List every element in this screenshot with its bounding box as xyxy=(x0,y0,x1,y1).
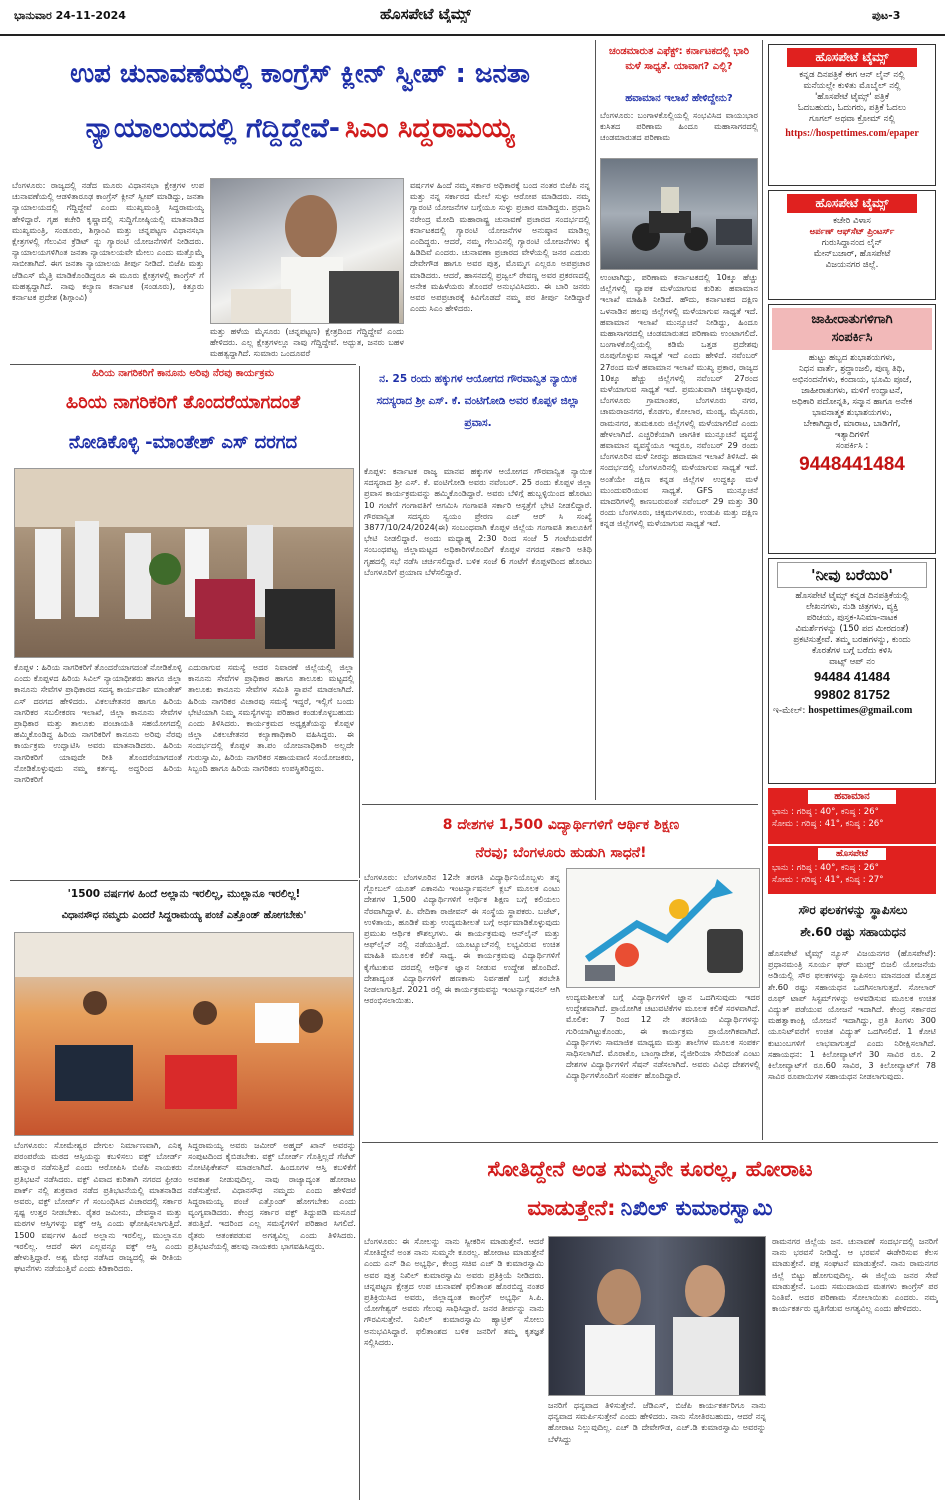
weather-row: ಭಾನು : ಗರಿಷ್ಠ : 40°, ಕನಿಷ್ಠ : 26° xyxy=(772,863,879,873)
sidebar-ad-advertise xyxy=(768,304,936,554)
rain-photo xyxy=(600,158,758,270)
ad-advertise-line: ಭಾವನಾತ್ಮಕ ಶುಭಾಶಯಗಳು, xyxy=(812,408,892,418)
senior-kicker: ಹಿರಿಯ ನಾಗರಿಕರಿಗೆ ಕಾನೂನು ಅರಿವು ನೆರವು ಕಾರ್ಯಕ್ರಮ xyxy=(91,368,275,379)
section-rule xyxy=(362,804,758,805)
edu-col1: ಬೆಂಗಳೂರು: ಬೆಂಗಳೂರಿನ 12ನೇ ತರಗತಿ ವಿದ್ಯಾರ್ಥಿನಿಯೊಬ್ಬಳು ತನ್ನ ಗ್ಲೋಬಲ್ ಯೂತ್ ಎಕಾನಮಿ ಇಂಟರ್ನ್ಯಾಷನಲ್ ಕ್ಲಬ್ ಮೂಲಕ ಎಂಟು ದೇಶಗಳ 1,500 ವಿದ್ಯಾರ್ಥಿಗಳಿಗೆ ಆರ್ಥಿಕ ಶಿಕ್ಷಣ ಬಗ್ಗೆ ಕಲಿಯಲು ನೆರವಾಗಿದ್ದಾಳೆ. ಪಿ. ವೇದಿಕಾ ರಾಜೀವನ್ ಈ ಸಂಸ್ಥೆಯ ಸ್ಥಾಪಕರು. ಬಜೆಟ್, ಉಳಿತಾಯ, ಹೂಡಿಕೆ ಮತ್ತು ಉದ್ಯಮಶೀಲತೆ ಬಗ್ಗೆ ಅರ್ಥಮಾಡಿಕೊಳ್ಳುವುದು ಪ್ರಮುಖ ಆರ್ಥಿಕ ಕೌಶಲ್ಯಗಳು. ಈ ಕಾರ್ಯಕ್ರಮವು ಆನ್‌ಲೈನ್ ಮತ್ತು ಆಫ್‌ಲೈನ್ ನಲ್ಲಿ ನಡೆಯುತ್ತಿದೆ. ಯೂಟ್ಯೂಬ್‌ನಲ್ಲಿ ಲಭ್ಯವಿರುವ ಉಚಿತ ಮಾಹಿತಿ ಮೂಲಕ ಕಲಿಕೆ ಸಾಧ್ಯ. ಈ ಕಾರ್ಯಕ್ರಮವು ವಿದ್ಯಾರ್ಥಿಗಳಿಗೆ ಕೈಗೆಟುಕುವ ದರದಲ್ಲಿ ಆರ್ಥಿಕ ಜ್ಞಾನ ನೀಡುವ ಉದ್ದೇಶ ಹೊಂದಿದೆ. ದೇಶಾದ್ಯಂತ ವಿದ್ಯಾರ್ಥಿಗಳಿಗೆ ಹಣಕಾಸು ನಿರ್ವಹಣೆ ಬಗ್ಗೆ ತರಬೇತಿ ನೀಡಲಾಗುತ್ತಿದೆ. 2021 ರಲ್ಲಿ ಈ ಕಾರ್ಯಕ್ರಮವನ್ನು ಇಂಟರ್ನ್ಯಾಷನಲ್ ಆಗಿ ಆರಂಭಿಸಲಾಯಿತು. xyxy=(364,872,560,1006)
ad-write-line: ವಿಮರ್ಶೆಗಳನ್ನು (150 ಪದ ಮೀರದಂತೆ) xyxy=(795,624,909,634)
nikhil-caption: ಜನರಿಗೆ ಧನ್ಯವಾದ ತಿಳಿಸುತ್ತೇನೆ. ಜೆಡಿಎಸ್, ಬಿಜೆಪಿ ಕಾರ್ಯಕರ್ತರಿಗೂ ನಾನು ಧನ್ಯವಾದ ಸಮರ್ಪಿಸುತ್ತೇನೆ ಎಂದು ಹೇಳಿದರು. ನಾನು ಸೋತಿರಬಹುದು, ಆದರೆ ನನ್ನ ಹೋರಾಟ ನಿಲ್ಲುವುದಿಲ್ಲ. ಎಚ್ ಡಿ ದೇವೇಗೌಡ, ಎಚ್.ಡಿ ಕುಮಾರಸ್ವಾಮಿ ಅವರನ್ನು ಬೆಳೆಸಿದ್ದು xyxy=(548,1400,766,1444)
ad-epaper-title: ಹೊಸಪೇಟೆ ಟೈಮ್ಸ್ xyxy=(787,48,917,67)
lead-headline xyxy=(10,48,590,178)
edu-col2: ಉದ್ಯಮಶೀಲತೆ ಬಗ್ಗೆ ವಿದ್ಯಾರ್ಥಿಗಳಿಗೆ ಜ್ಞಾನ ಒದಗಿಸುವುದು ಇದರ ಉದ್ದೇಶವಾಗಿದೆ. ಪ್ರಾಯೋಗಿಕ ಚಟುವಟಿಕೆಗಳ ಮೂಲಕ ಕಲಿಕೆ ಸರಳವಾಗಿದೆ. ಮೊಲಿಕ: 7 ರಿಂದ 12 ನೇ ತರಗತಿಯ ವಿದ್ಯಾರ್ಥಿಗಳನ್ನು ಗುರಿಯಾಗಿಟ್ಟುಕೊಂಡು, ಈ ಕಾರ್ಯಕ್ರಮ ಪ್ರಾಯೋಗಿಕವಾಗಿದೆ. ವಿದ್ಯಾರ್ಥಿಗಳು ಸಾಮಾಜಿಕ ಮಾಧ್ಯಮ ಮತ್ತು ಶಾಲೆಗಳ ಮೂಲಕ ಸಂಪರ್ಕ ಸಾಧಿಸಲಾಗಿದೆ. ಮೊರಾಕೊ, ಬಾಂಗ್ಲಾದೇಶ, ನೈಜೀರಿಯಾ ಸೇರಿದಂತೆ ಎಂಟು ದೇಶಗಳ ವಿದ್ಯಾರ್ಥಿಗಳಿಗೆ ಸೆಷನ್ ನಡೆಸಲಾಗಿದೆ. ಅವರು ವಿವಿಧ ದೇಶಗಳಲ್ಲಿ ವಿದ್ಯಾರ್ಥಿಗಳೊಂದಿಗೆ ಸಂಪರ್ಕ ಹೊಂದಿದ್ದಾರೆ. xyxy=(566,992,760,1081)
weather-row: ಭಾನು : ಗರಿಷ್ಠ : 40°, ಕನಿಷ್ಠ : 26° xyxy=(772,807,879,817)
waqf-headline-line1: '1500 ವರ್ಷಗಳ ಹಿಂದೆ ಅಲ್ಲಾನು ಇರಲಿಲ್ಲ, ಮುಲ್ಲಾನೂ ಇರಲಿಲ್ಲ! xyxy=(67,888,301,900)
ad-write-email-label: ಇ-ಮೇಲ್: xyxy=(773,706,806,716)
weather-story-lead: ಬೆಂಗಳೂರು: ಬಂಗಾಳಕೊಲ್ಲಿಯಲ್ಲಿ ಸಂಭವಿಸಿದ ವಾಯುಭಾರ ಕುಸಿತದ ಪರಿಣಾಮ ಹಿಂದೂ ಮಹಾಸಾಗರದಲ್ಲಿ ಚಂಡಮಾರುತದ ಪರಿಣಾಮ xyxy=(600,110,758,143)
ad-write-line: ವಾಟ್ಸ್ ಆಪ್ ನಂ xyxy=(829,657,875,667)
lead-col2: ವರ್ಷಗಳ ಹಿಂದೆ ನಮ್ಮ ಸರ್ಕಾರ ಅಧಿಕಾರಕ್ಕೆ ಬಂದ ನಂತರ ಬಿಜೆಪಿ ನನ್ನ ಮತ್ತು ನನ್ನ ಸರ್ಕಾರದ ಮೇಲೆ ಸುಳ್ಳು ಆರೋಪ ಮಾಡಿದರು. ನಮ್ಮ ಗ್ಯಾರಂಟಿ ಯೋಜನೆಗಳ ಬಗ್ಗೆಯೂ ಸುಳ್ಳು ಪ್ರಚಾರ ಮಾಡಿದ್ದರು. ಪ್ರಧಾನಿ ನರೇಂದ್ರ ಮೋದಿ ಮಹಾರಾಷ್ಟ್ರ ಚುನಾವಣೆ ಪ್ರಚಾರದ ಸಂದರ್ಭದಲ್ಲಿ ಕರ್ನಾಟಕದಲ್ಲಿ ಗ್ಯಾರಂಟಿ ಯೋಜನೆಗಳ ಅನುಷ್ಠಾನ ಮಾಡಿಲ್ಲ ಎಂದಿದ್ದರು. ಆದರೆ, ನಮ್ಮ ಗೆಲುವಿನಲ್ಲಿ ಗ್ಯಾರಂಟಿ ಯೋಜನೆಗಳು ಕೈ ಹಿಡಿದಿವೆ ಎಂದರು. ಚುನಾವಣಾ ಪ್ರಚಾರದ ವೇಳೆಯಲ್ಲಿ ಜನರ ಎದುರು ದೇವೇಗೌಡ ಹಾಗೂ ಅವರ ಪುತ್ರ, ಮೊಮ್ಮಗ ಎಲ್ಲರೂ ಅಪಪ್ರಚಾರ ಮಾಡಿದರು. ಆದರೆ, ಹಾಸನದಲ್ಲಿ ಪ್ರಜ್ವಲ್ ರೇವಣ್ಣ ಅವರ ಪ್ರಕರಣದಲ್ಲಿ ಅನೇಕ ಮಹಿಳೆಯರು ತೊಂದರೆ ಅನುಭವಿಸಿದರು. ಈ ಬಾರಿ ಜನರು ಅವರ ಅಪಪ್ರಚಾರಕ್ಕೆ ಕಿವಿಗೊಡದೆ ನಮ್ಮ ಪರ ತೀರ್ಪು ನೀಡಿದ್ದಾರೆ ಎಂದು ಸಿಎಂ ಹೇಳಿದರು. xyxy=(410,180,590,314)
nikhil-headline-line2 xyxy=(362,1188,938,1230)
nikhil-headline-line2b: ನಿಖಿಲ್ ಕುಮಾರಸ್ವಾಮಿ xyxy=(620,1196,773,1220)
edu-illustration xyxy=(566,868,760,988)
column-rule xyxy=(359,366,360,878)
ad-write-line: ಕೊರತೆಗಳ ಬಗ್ಗೆ ಬರೆದು ಕಳಿಸಿ xyxy=(811,646,893,656)
ad-advertise-line: ನಿಧನ ವಾರ್ತೆ, ಶ್ರದ್ಧಾಂಜಲಿ, ಪುಣ್ಯ ತಿಥಿ, xyxy=(799,364,905,374)
lead-photo-caption: ಮತ್ತು ಹಳೆಯ ಮೈಸೂರು (ಚನ್ನಪಟ್ಟಣ) ಕ್ಷೇತ್ರದಿಂದ ಗೆದ್ದಿದ್ದೇವೆ ಎಂದು ಹೇಳಿದರು. ಎಲ್ಲ ಕ್ಷೇತ್ರಗಳಲ್ಲೂ ನಾವು ಗೆದ್ದಿದ್ದೇವೆ. ಅದ್ಭುತ, ಜನರು ಬಹಳ ಮಹತ್ವದ್ದಾಗಿದೆ. ಸುಮಾರು ಒಂದೂವರೆ xyxy=(210,326,404,359)
ad-epaper-line: ಓದಬಹುದು, ಓದುಗರು, ಪತ್ರಿಕೆ ಓದಲು xyxy=(797,103,907,113)
cm-photo xyxy=(210,178,404,324)
senior-headline-line2: ನೋಡಿಕೊಳ್ಳಿ -ಮಾಂತೇಶ್ ಎಸ್ ದರಗದ xyxy=(68,432,298,453)
section-rule xyxy=(10,880,358,881)
ad-office-line: ಗುರುಸಿದ್ದಾನಂದ ಲೈನ್ xyxy=(821,238,883,248)
senior-headline-line1: ಹಿರಿಯ ನಾಗರಿಕರಿಗೆ ತೊಂದರೆಯಾಗದಂತೆ xyxy=(65,392,301,413)
ad-write-phone[interactable]: 99802 81752 xyxy=(814,687,890,702)
ad-epaper-line: ಗೂಗಲ್ ಅಥವಾ ಕ್ರೋಮ್ ನಲ್ಲಿ xyxy=(809,114,895,124)
ad-write-line: ಪ್ರಕಟಿಸುತ್ತೇವೆ. ತಮ್ಮ ಬರಹಗಳನ್ನು, ಕುಂದು xyxy=(793,635,911,645)
ad-advertise-line: ಬೇಕಾಗಿದ್ದಾರೆ, ಮಾರಾಟ, ಬಾಡಿಗೆಗೆ, xyxy=(803,419,901,429)
paper-name: ಹೊಸಪೇಟೆ ಟೈಮ್ಸ್ xyxy=(380,5,472,23)
solar-headline-line1: ಸೌರ ಫಲಕಗಳನ್ನು ಸ್ಥಾಪಿಸಲು xyxy=(798,903,908,917)
lead-headline-line2a: ನ್ಯಾಯಾಲಯದಲ್ಲಿ ಗೆದ್ದಿದ್ದೇವೆ- xyxy=(85,113,340,144)
ad-office-title: ಹೊಸಪೇಟೆ ಟೈಮ್ಸ್ xyxy=(787,194,917,213)
ad-epaper-line: ಮನೆಯಲ್ಲೇ ಕುಳಿತು ಮೊಬೈಲ್ ನಲ್ಲಿ xyxy=(803,81,901,91)
sidebar-ad-office xyxy=(768,190,936,300)
nikhil-photo xyxy=(548,1236,766,1396)
weather-row: ಸೋಮ : ಗರಿಷ್ಠ : 41°, ಕನಿಷ್ಠ : 26° xyxy=(772,819,884,829)
ad-advertise-line: ಜಾಹೀರಾತುಗಳು, ಮಳಿಗೆ ಉದ್ಘಾಟನೆ, xyxy=(801,386,903,396)
ad-advertise-line: ಅಭಿನಂದನೆಗಳು, ಕಂದಾಯ, ಭೂಮಿ ಪೂಜೆ, xyxy=(792,375,912,385)
ad-write-line: ಲೇಖನಗಳು, ನುಡಿ ಚಿತ್ರಗಳು, ವ್ಯಕ್ತಿ xyxy=(805,602,899,612)
sidebar-weather-city xyxy=(768,846,936,894)
sidebar-ad-epaper xyxy=(768,44,936,186)
solar-headline-line2: ಶೇ.60 ರಷ್ಟು ಸಹಾಯಧನ xyxy=(800,925,906,939)
ad-office-line: ಮೇನ್‌ಬಜಾರ್, ಹೊಸಪೇಟೆ xyxy=(813,249,891,259)
ad-advertise-line: ಅಧಿಕಾರಿ ಪದೋನ್ನತಿ, ಸನ್ಮಾನ ಹಾಗೂ ಅನೇಕ xyxy=(791,397,913,407)
senior-col1: ಕೊಪ್ಪಳ : ಹಿರಿಯ ನಾಗರಿಕರಿಗೆ ತೊಂದರೆಯಾಗದಂತೆ ನೋಡಿಕೊಳ್ಳಿ ಎಂದು ಕೊಪ್ಪಳದ ಹಿರಿಯ ಸಿವಿಲ್ ನ್ಯಾಯಾಧೀಶರು ಹಾಗೂ ಜಿಲ್ಲಾ ಕಾನೂನು ಸೇವೆಗಳ ಪ್ರಾಧಿಕಾರದ ಸದಸ್ಯ ಕಾರ್ಯದರ್ಶಿ ಮಾಂತೇಶ್ ಎಸ್ ದರಗದ ಹೇಳಿದರು. ವಿಕಲಚೇತನರ ಹಾಗೂ ಹಿರಿಯ ನಾಗರಿಕರ ಸಬಲೀಕರಣ ಇಲಾಖೆ, ಜಿಲ್ಲಾ ಕಾನೂನು ಸೇವೆಗಳ ಪ್ರಾಧಿಕಾರ ಮತ್ತು ತಾಲೂಕು ಪಂಚಾಯತಿ ಸಹಯೋಗದಲ್ಲಿ ಹಮ್ಮಿಕೊಂಡಿದ್ದ ಹಿರಿಯ ನಾಗರಿಕರಿಗೆ ಕಾನೂನು ಅರಿವು ನೆರವು ಕಾರ್ಯಕ್ರಮ ಉದ್ಘಾಟಿಸಿ ಅವರು ಮಾತನಾಡಿದರು. ಹಿರಿಯ ನಾಗರಿಕರಿಗೆ ಯಾವುದೇ ರೀತಿ ತೊಂದರೆಯಾಗದಂತೆ ನೋಡಿಕೊಳ್ಳುವುದು ನಮ್ಮ ಕರ್ತವ್ಯ. ಅದ್ದರಿಂದ ಹಿರಿಯ ನಾಗರಿಕರಿಗೆ xyxy=(14,662,182,785)
lead-headline-line2b: ಸಿಎಂ ಸಿದ್ದರಾಮಯ್ಯ xyxy=(345,113,515,144)
ad-epaper-line: ಕನ್ನಡ ದಿನಪತ್ರಿಕೆ ಈಗ ಆನ್ ಲೈನ್ ನಲ್ಲಿ xyxy=(799,70,905,80)
sidebar-ad-write xyxy=(768,558,936,784)
column-rule xyxy=(359,880,360,1500)
waqf-col1: ಬೆಂಗಳೂರು: ಸೋಮೇಶ್ವರ ದೇಗುಲ ನಿರ್ಮಾಣವಾಗಿ, ಎನಿಕ್ಕ ಪರಂಪರೆಯ ಮಠದ ಆಸ್ತಿಯನ್ನು ಕಬಳಿಸಲು ವಕ್ಫ್ ಬೋರ್ಡ್ ಹುನ್ನಾರ ನಡೆಸುತ್ತಿದೆ ಎಂದು ಆರೋಪಿಸಿ ಬಿಜೆಪಿ ನಾಯಕರು ಪ್ರತಿಭಟನೆ ನಡೆಸಿದರು. ವಕ್ಫ್ ವಿವಾದ ಕುರಿತಾಗಿ ನಗರದ ಫ್ರೀಡಂ ಪಾರ್ಕ್ ನಲ್ಲಿ ಶುಕ್ರವಾರ ನಡೆದ ಪ್ರತಿಭಟನೆಯಲ್ಲಿ ಮಾತನಾಡಿದ ಅವರು, ವಕ್ಫ್ ಬೋರ್ಡ್ ಗೆ ಸಂಬಂಧಿಸಿದ ವಿಚಾರದಲ್ಲಿ ಸರ್ಕಾರ ಸ್ಪಷ್ಟ ಉತ್ತರ ನೀಡಬೇಕು. ರೈತರ ಜಮೀನು, ದೇವಸ್ಥಾನ ಮತ್ತು ಮಠಗಳ ಆಸ್ತಿಗಳನ್ನು ವಕ್ಫ್ ಆಸ್ತಿ ಎಂದು ಘೋಷಿಸಲಾಗುತ್ತಿದೆ. 1500 ವರ್ಷಗಳ ಹಿಂದೆ ಅಲ್ಲಾನು ಇರಲಿಲ್ಲ, ಮುಲ್ಲಾನೂ ಇರಲಿಲ್ಲ. ಆದರೆ ಈಗ ಎಲ್ಲವನ್ನೂ ವಕ್ಫ್ ಆಸ್ತಿ ಎಂದು ಹೇಳುತ್ತಿದ್ದಾರೆ. ಅಶ್ವ ಮೇಧ ನಡೆಸಿದ ರಾಜ್ಯದಲ್ಲಿ ಈ ರೀತಿಯ ಘಟನೆಗಳು ನಡೆಯುತ್ತಿವೆ ಎಂದು ಕಿಡಿಕಾರಿದರು. xyxy=(14,1140,182,1274)
ad-epaper-line: 'ಹೊಸಪೇಟೆ ಟೈಮ್ಸ್' ಪತ್ರಿಕೆ xyxy=(814,92,890,102)
nikhil-headline-line1: ಸೋತಿದ್ದೇನೆ ಅಂತ ಸುಮ್ಮನೇ ಕೂರಲ್ಲ, ಹೋರಾಟ xyxy=(487,1157,813,1181)
ad-advertise-line: ಇತ್ಯಾದಿಗಳಿಗೆ xyxy=(834,430,870,440)
weather-city: ಹೊಸಪೇಟೆ xyxy=(818,848,886,860)
ad-advertise-phone[interactable]: 9448441484 xyxy=(799,454,905,475)
weather-story-kicker: ಚಂಡಮಾರುತ ಎಫೆಕ್ಟ್: ಕರ್ನಾಟಕದಲ್ಲಿ ಭಾರಿ ಮಳೆ ಸಾಧ್ಯತೆ. ಯಾವಾಗ? ಎಲ್ಲಿ? xyxy=(608,46,750,72)
commission-headline: ನ. 25 ರಂದು ಹಕ್ಕುಗಳ ಆಯೋಗದ ಗೌರವಾನ್ವಿತ ನ್ಯಾಯಿಕ ಸದಸ್ಯರಾದ ಶ್ರೀ ಎಸ್. ಕೆ. ವಂಟಿಗೋಡಿ ಅವರ ಕೊಪ್ಪಳ ಜಿಲ್ಲಾ ಪ್ರವಾಸ. xyxy=(376,373,580,429)
edu-headline-line1: 8 ದೇಶಗಳ 1,500 ವಿದ್ಯಾರ್ಥಿಗಳಿಗೆ ಆರ್ಥಿಕ ಶಿಕ್ಷಣ xyxy=(442,817,680,833)
lead-headline-line1: ಉಪ ಚುನಾವಣೆಯಲ್ಲಿ ಕಾಂಗ್ರೆಸ್ ಕ್ಲೀನ್ ಸ್ವೀಪ್ : ಜನತಾ xyxy=(70,59,530,89)
column-rule xyxy=(762,40,763,1140)
ad-advertise-line: ಸಂಪರ್ಕಿಸಿ : xyxy=(835,441,869,451)
nikhil-col1: ಬೆಂಗಳೂರು: ಈ ಸೋಲನ್ನು ನಾನು ಸ್ವೀಕರಿಸ ಮಾಡುತ್ತೇನೆ. ಆದರೆ ಸೋತಿದ್ದೇನೆ ಅಂತ ನಾನು ಸುಮ್ಮನೇ ಕೂರಲ್ಲ. ಹೋರಾಟ ಮಾಡುತ್ತೇನೆ ಎಂದು ಎನ್ ಡಿಎ ಅಭ್ಯರ್ಥಿ, ಕೇಂದ್ರ ಸಚಿವ ಎಚ್ ಡಿ ಕುಮಾರಸ್ವಾಮಿ ಅವರ ಪುತ್ರ ನಿಖಿಲ್ ಕುಮಾರಸ್ವಾಮಿ ಅವರು ಪ್ರತಿಕ್ರಿಯೆ ನೀಡಿದರು. ಚನ್ನಪಟ್ಟಣ ಕ್ಷೇತ್ರದ ಉಪ ಚುನಾವಣೆ ಫಲಿತಾಂಶ ಹೊರಬಿದ್ದ ನಂತರ ಪ್ರತಿಕ್ರಿಯಿಸಿದ ಅವರು, ಜಿಲ್ಲಾದ್ಯಂತ ಕಾಂಗ್ರೆಸ್ ಅಭ್ಯರ್ಥಿ ಸಿ.ಪಿ. ಯೋಗೇಶ್ವರ್ ಅವರು ಗೆಲುವು ಸಾಧಿಸಿದ್ದಾರೆ. ಜನರ ತೀರ್ಪನ್ನು ನಾನು ಗೌರವಿಸುತ್ತೇನೆ. ನಿಖಿಲ್ ಕುಮಾರಸ್ವಾಮಿ ಹ್ಯಾಟ್ರಿಕ್ ಸೋಲು ಅನುಭವಿಸಿದ್ದಾರೆ. ಫಲಿತಾಂಶದ ಬಳಿಕ ಜನರಿಗೆ ತಮ್ಮ ಕೃತಜ್ಞತೆ ಸಲ್ಲಿಸಿದರು. xyxy=(364,1236,544,1347)
waqf-headline-line2: ವಿಧಾನಸೌಧ ನಮ್ಮದು ಎಂದರೆ ಸಿದ್ದರಾಮಯ್ಯ ಪಂಚೆ ಎತ್ತೊಂಡ್ ಹೋಗಬೇಕು' xyxy=(61,910,307,921)
ad-office-line: ವಿಜಯನಗರ ಜಿಲ್ಲೆ. xyxy=(825,260,879,270)
commission-body: ಕೊಪ್ಪಳ: ಕರ್ನಾಟಕ ರಾಜ್ಯ ಮಾನವ ಹಕ್ಕುಗಳ ಆಯೋಗದ ಗೌರವಾನ್ವಿತ ನ್ಯಾಯಿಕ ಸದಸ್ಯರಾದ ಶ್ರೀ ಎಸ್. ಕೆ. ವಂಟಿಗೋಡಿ ಅವರು ನವೆಂಬರ್. 25 ರಂದು ಕೊಪ್ಪಳ ಜಿಲ್ಲಾ ಪ್ರವಾಸ ಕಾರ್ಯಕ್ರಮವನ್ನು ಹಮ್ಮಿಕೊಂಡಿದ್ದಾರೆ. ಅವರು ಬೆಳಿಗ್ಗೆ ಹುಬ್ಬಳ್ಳಿಯಿಂದ ಹೊರಟು 10 ಗಂಟೆಗೆ ಗಂಗಾವತಿಗೆ ಆಗಮಿಸಿ ಗಂಗಾವತಿ ಸರ್ಕಾರಿ ಆಸ್ಪತ್ರೆಗೆ ಭೇಟಿ ನೀಡಲಿದ್ದಾರೆ. ಗೌರವಾನ್ವಿತ ಸದಸ್ಯರು ಸ್ವಯಂ ಪ್ರೇರಣ ಎಚ್ ಆರ್ ಸಿ ಸಂಖ್ಯೆ 3877/10/24/2024(ಈ) ಸಂಬಂಧವಾಗಿ ಕೊಪ್ಪಳ ಜಿಲ್ಲೆಯ ಗಂಗಾವತಿ ತಾಲೂಕಿಗೆ ಭೇಟಿ ನೀಡಲಿದ್ದಾರೆ. ಅಂದು ಮಧ್ಯಾಹ್ನ 2:30 ರಿಂದ ಸಂಜೆ 5 ಗಂಟೆಯವರೆಗೆ ಸಂಬಂಧಪಟ್ಟ ಜಿಲ್ಲಾಮಟ್ಟದ ಅಧಿಕಾರಿಗಳೊಂದಿಗೆ ಕೊಪ್ಪಳ ನಗರದ ಸರ್ಕಾರಿ ಅತಿಥಿ ಗೃಹದಲ್ಲಿ ಸಭೆ ನಡೆಸಿ ಚರ್ಚಿಸಲಿದ್ದಾರೆ. ಬಳಿಕ ಸಂಜೆ 6 ಗಂಟೆಗೆ ಕೊಪ್ಪಳದಿಂದ ಹೊರಟು ಬೆಂಗಳೂರಿಗೆ ಪ್ರಯಾಣ ಬೆಳೆಸಲಿದ್ದಾರೆ. xyxy=(364,466,592,577)
section-rule xyxy=(10,364,356,365)
ad-advertise-line: ಹುಟ್ಟು ಹಬ್ಬದ ಶುಭಾಶಯಗಳು, xyxy=(808,353,896,363)
ad-write-email[interactable]: hospettimes@gmail.com xyxy=(808,705,913,716)
edu-headline-line2: ನೆರವು; ಬೆಂಗಳೂರು ಹುಡುಗಿ ಸಾಧನೆ! xyxy=(475,845,647,861)
nikhil-headline-line2a: ಮಾಡುತ್ತೇನೆ: xyxy=(527,1196,616,1220)
ad-advertise-title: ಜಾಹೀರಾತುಗಳಿಗಾಗಿ xyxy=(811,312,893,327)
page-number: ಪುಟ-3 xyxy=(872,9,901,22)
masthead xyxy=(0,0,945,36)
issue-date: ಭಾನುವಾರ 24-11-2024 xyxy=(14,9,126,22)
lead-col1: ಬೆಂಗಳೂರು: ರಾಜ್ಯದಲ್ಲಿ ನಡೆದ ಮೂರು ವಿಧಾನಸಭಾ ಕ್ಷೇತ್ರಗಳ ಉಪ ಚುನಾವಣೆಯಲ್ಲಿ ಆಡಳಿತಾರೂಢ ಕಾಂಗ್ರೆಸ್ ಕ್ಲೀನ್ ಸ್ವೀಪ್ ಮಾಡಿದ್ದು, ಜನತಾ ನ್ಯಾಯಾಲಯದಲ್ಲಿ ಗೆದ್ದಿದ್ದೇವೆ ಎಂದು ಮುಖ್ಯಮಂತ್ರಿ ಸಿದ್ದರಾಮಯ್ಯ ಹೇಳಿದ್ದಾರೆ. ಗೃಹ ಕಚೇರಿ ಕೃಷ್ಣಾದಲ್ಲಿ ಸುದ್ದಿಗೋಷ್ಠಿಯಲ್ಲಿ ಮಾತನಾಡಿದ ಮುಖ್ಯಮಂತ್ರಿ, ಸಂಡೂರು, ಶಿಗ್ಗಾಂವಿ ಮತ್ತು ಚನ್ನಪಟ್ಟಣ ವಿಧಾನಸಭಾ ಕ್ಷೇತ್ರಗಳಲ್ಲಿ ಗೆಲುವಿನ ಕ್ರೆಡಿಟ್ ನ್ನು ಗ್ಯಾರಂಟಿ ಯೋಜನೆಗಳಿಗೆ ನೀಡಿದರು. ನ್ಯಾಯಾಲಯಗಳಿಗಿಂತ ಜನತಾ ನ್ಯಾಯಾಲಯವೇ ಮೇಲು ಎಂದು ಮತ್ತೊಮ್ಮೆ ಸಾಬೀತಾಗಿದೆ. ಈಗ ಜನತಾ ನ್ಯಾಯಾಲಯ ತೀರ್ಪು ನೀಡಿದೆ. ಬಿಜೆಪಿ ಮತ್ತು ಜೆಡಿಎಸ್ ಮೈತ್ರಿ ಮಾಡಿಕೊಂಡಿದ್ದರೂ ಈ ಮೂರು ಕ್ಷೇತ್ರಗಳಲ್ಲಿ ಕಾಂಗ್ರೆಸ್ ಗೆ ಮಹತ್ವದ್ದಾಗಿದೆ. ನಾವು ಕಲ್ಯಾಣ ಕರ್ನಾಟಕ (ಸಂಡೂರು), ಕಿತ್ತೂರು ಕರ್ನಾಟಕ ಪ್ರದೇಶ (ಶಿಗ್ಗಾಂವಿ) xyxy=(12,180,204,303)
ad-write-phone[interactable]: 94484 41484 xyxy=(814,669,890,684)
nikhil-col-right: ರಾಮನಗರ ಜಿಲ್ಲೆಯ ಜನ. ಚುನಾವಣೆ ಸಂದರ್ಭದಲ್ಲಿ ಜನರಿಗೆ ನಾನು ಭರವಸೆ ನೀಡಿದ್ದೆ. ಆ ಭರವಸೆ ಈಡೇರಿಸುವ ಕೆಲಸ ಮಾಡುತ್ತೇನೆ. ಪಕ್ಷ ಸಂಘಟನೆ ಮಾಡುತ್ತೇನೆ. ನಾನು ರಾಮನಗರ ಜಿಲ್ಲೆ ಬಿಟ್ಟು ಹೋಗುವುದಿಲ್ಲ. ಈ ಜಿಲ್ಲೆಯ ಜನರ ಸೇವೆ ಮಾಡುತ್ತೇನೆ. ಒಂದು ಸಮುದಾಯದ ಮತಗಳು ಕಾಂಗ್ರೆಸ್ ಪರ ನಿಂತಿವೆ. ಅದರ ಪರಿಣಾಮ ಸೋಲಾಯಿತು ಎಂದರು. ನಮ್ಮ ಕಾರ್ಯಕರ್ತರು ಧೃತಿಗೆಡುವ ಅಗತ್ಯವಿಲ್ಲ ಎಂದು ಹೇಳಿದರು. xyxy=(772,1236,938,1314)
epaper-link[interactable]: https://hospettimes.com/epaper xyxy=(785,128,919,139)
waqf-col2: ಸಿದ್ದರಾಮಯ್ಯ ಅವರು ಜಮೀರ್ ಅಹ್ಮದ್ ಖಾನ್ ಅವರನ್ನು ಸಂಪುಟದಿಂದ ಕೈಬಿಡಬೇಕು. ವಕ್ಫ್ ಬೋರ್ಡ್ ಗೊತ್ತಿಲ್ಲದೆ ಗೆಜೆಟ್ ನೋಟಿಫಿಕೇಶನ್ ಮಾಡಲಾಗಿದೆ. ಹಿಂದೂಗಳ ಆಸ್ತಿ ಕಬಳಿಕೆಗೆ ಅವಕಾಶ ನೀಡುವುದಿಲ್ಲ. ನಾವು ರಾಜ್ಯಾದ್ಯಂತ ಹೋರಾಟ ನಡೆಸುತ್ತೇವೆ. ವಿಧಾನಸೌಧ ನಮ್ಮದು ಎಂದು ಹೇಳಿದರೆ ಸಿದ್ದರಾಮಯ್ಯ ಪಂಚೆ ಎತ್ತೊಂಡ್ ಹೋಗಬೇಕು ಎಂದು ವ್ಯಂಗ್ಯವಾಡಿದರು. ಕೇಂದ್ರ ಸರ್ಕಾರ ವಕ್ಫ್ ತಿದ್ದುಪಡಿ ಮಸೂದೆ ತರುತ್ತಿದೆ. ಇದರಿಂದ ಎಲ್ಲ ಸಮಸ್ಯೆಗಳಿಗೆ ಪರಿಹಾರ ಸಿಗಲಿದೆ. ರೈತರು ಆತಂಕಪಡುವ ಅಗತ್ಯವಿಲ್ಲ ಎಂದು ತಿಳಿಸಿದರು. ಪ್ರತಿಭಟನೆಯಲ್ಲಿ ಹಲವು ನಾಯಕರು ಭಾಗವಹಿಸಿದ್ದರು. xyxy=(188,1140,356,1251)
sidebar-weather xyxy=(768,788,936,844)
ad-office-line: ಕಚೇರಿ ವಿಳಾಸ xyxy=(833,216,871,226)
ad-write-line: ಹೊಸಪೇಟೆ ಟೈಮ್ಸ್ ಕನ್ನಡ ದಿನಪತ್ರಿಕೆಯಲ್ಲಿ xyxy=(795,591,909,601)
ad-write-line: ಪರಿಚಯ, ಪುಸ್ತಕ-ಸಿನಿಮಾ-ನಾಟಕ xyxy=(806,613,898,623)
ad-advertise-title: ಸಂಪರ್ಕಿಸಿ xyxy=(831,330,873,345)
weather-story-headline: ಹವಾಮಾನ ಇಲಾಖೆ ಹೇಳಿದ್ದೇನು? xyxy=(625,93,733,104)
senior-event-photo xyxy=(14,468,354,658)
ad-write-title: 'ನೀವು ಬರೆಯಿರಿ' xyxy=(777,562,927,588)
section-rule xyxy=(362,1142,938,1143)
solar-body: ಹೊಸಪೇಟೆ ಟೈಮ್ಸ್ ನ್ಯೂಸ್ ವಿಜಯನಗರ (ಹೊಸಪೇಟೆ): ಪ್ರಧಾನಮಂತ್ರಿ ಸೂರ್ಯ ಘರ್ ಮುಫ್ತ್ ಬಿಜಲಿ ಯೋಜನೆಯ ಅಡಿಯಲ್ಲಿ ಸೌರ ಫಲಕಗಳನ್ನು ಸ್ಥಾಪಿಸಲು ಮಾನದಂಡ ಮೊತ್ತದ ಶೇ.60 ರಷ್ಟು ಸಹಾಯಧನ ಒದಗಿಸಲಾಗುತ್ತದೆ. ಸೋಲಾರ್ ರೂಫ್ ಟಾಪ್ ಸಿಸ್ಟಮ್‌ಗಳನ್ನು ಅಳವಡಿಸುವ ಮೂಲಕ ಉಚಿತ ವಿದ್ಯುತ್ ಪಡೆಯುವ ಯೋಜನೆ ಇದಾಗಿದೆ. ಕೇಂದ್ರ ಸರ್ಕಾರದ ಮಹತ್ವಾಕಾಂಕ್ಷಿ ಯೋಜನೆ ಇದಾಗಿದ್ದು, ಪ್ರತಿ ತಿಂಗಳು 300 ಯೂನಿಟ್‌ವರೆಗೆ ಉಚಿತ ವಿದ್ಯುತ್ ಒದಗಿಸಲಿದೆ. 1 ಕೋಟಿ ಕುಟುಂಬಗಳಿಗೆ ಲಾಭವಾಗುತ್ತದೆ ಎಂದು ನಿರೀಕ್ಷಿಸಲಾಗಿದೆ. ಸಹಾಯಧನ: 1 ಕಿಲೋವ್ಯಾಟ್‌ಗೆ 30 ಸಾವಿರ ರೂ. 2 ಕಿಲೋವ್ಯಾಟ್‌ಗೆ ರೂ.60 ಸಾವಿರ, 3 ಕಿಲೋವ್ಯಾಟ್‌ಗೆ 78 ಸಾವಿರ ರೂಪಾಯಿಗಳ ಸಹಾಯಧನ ನೀಡಲಾಗುವುದು. xyxy=(768,948,936,1082)
weather-row: ಸೋಮ : ಗರಿಷ್ಠ : 41°, ಕನಿಷ್ಠ : 27° xyxy=(772,875,884,885)
protest-photo xyxy=(14,932,354,1136)
ad-office-line: ಅರ್ಪಣ್ ಆಫ್‌ಸೆಟ್ ಪ್ರಿಂಟರ್ಸ್ xyxy=(809,227,895,237)
column-rule xyxy=(595,40,596,800)
senior-col2: ಎದುರಾಗುವ ಸಮಸ್ಯೆ ಅದರ ನಿವಾರಣೆ ಜಿಲ್ಲೆಯಲ್ಲಿ ಜಿಲ್ಲಾ ಕಾನೂನು ಸೇವೆಗಳ ಪ್ರಾಧಿಕಾರ ಹಾಗೂ ತಾಲೂಕು ಮಟ್ಟದಲ್ಲಿ ತಾಲೂಕು ಕಾನೂನು ಸೇವೆಗಳ ಸಮಿತಿ ಸ್ಥಾಪನೆ ಮಾಡಲಾಗಿದೆ. ಹಿರಿಯ ನಾಗರಿಕರ ವಿಚಾರವು ಸಮಸ್ಯೆ ಇದ್ದರೆ, ಇಲ್ಲಿಗೆ ಬಂದು ಭೇಟಿಯಾಗಿ ನಿಮ್ಮ ಸಮಸ್ಯೆಗಳನ್ನು ಪರಿಹಾರ ಕಂಡುಕೊಳ್ಳಬಹುದು ಎಂದು ತಿಳಿಸಿದರು. ಕಾರ್ಯಕ್ರಮದ ಅಧ್ಯಕ್ಷತೆಯನ್ನು ಕೊಪ್ಪಳ ಜಿಲ್ಲಾ ವಿಕಲಚೇತನರ ಕಲ್ಯಾಣಾಧಿಕಾರಿ ವಹಿಸಿದ್ದರು. ಈ ಸಂದರ್ಭದಲ್ಲಿ ಕೊಪ್ಪಳ ತಾ.ಪಂ ಯೋಜನಾಧಿಕಾರಿ ಅಲ್ಲದೇ ಗುರುಸ್ವಾಮಿ, ಹಿರಿಯ ನಾಗರಿಕರ ಸಹಾಯವಾಣಿ ಸಂಯೋಜಕರು, ಸಿಬ್ಬಂದಿ ಹಾಗೂ ಹಿರಿಯ ನಾಗರಿಕರು ಉಪಸ್ಥಿತರಿದ್ದರು. xyxy=(188,662,354,773)
weather-title: ಹವಾಮಾನ xyxy=(808,790,896,804)
weather-story-body: ಉಂಟಾಗಿದ್ದು, ಪರಿಣಾಮ ಕರ್ನಾಟಕದಲ್ಲಿ 10ಕ್ಕೂ ಹೆಚ್ಚು ಜಿಲ್ಲೆಗಳಲ್ಲಿ ವ್ಯಾಪಕ ಮಳೆಯಾಗುವ ಕುರಿತು ಹವಾಮಾನ ಇಲಾಖೆ ಮಾಹಿತಿ ನೀಡಿದೆ. ಹೌದು, ಕರ್ನಾಟಕದ ದಕ್ಷಿಣ ಒಳನಾಡಿನ ಹಲವು ಜಿಲ್ಲೆಗಳಲ್ಲಿ ಮಳೆಯಾಗುವ ಸಾಧ್ಯತೆ ಇದೆ. ಹವಾಮಾನ ಇಲಾಖೆ ಮುನ್ಸೂಚನೆ ನೀಡಿದ್ದು, ಹಿಂದೂ ಮಹಾಸಾಗರದಲ್ಲಿ ಚಂಡಮಾರುತದ ಪರಿಣಾಮ ಉಂಟಾಗಲಿದೆ. ಬಂಗಾಳಕೊಲ್ಲಿಯಲ್ಲಿ ಕಡಿಮೆ ಒತ್ತಡ ಪ್ರದೇಶವು ರೂಪುಗೊಳ್ಳುವ ಸಾಧ್ಯತೆ ಇದೆ ಎಂದು ಹೇಳಿದೆ. ನವೆಂಬರ್ 27ರಂದ ಮಳೆ ಹವಾಮಾನ ಇಲಾಖೆ ಮುಖ್ಯ ಪ್ರಕಾರ, ರಾಜ್ಯದ 10ಕ್ಕೂ ಹೆಚ್ಚು ಜಿಲ್ಲೆಗಳಲ್ಲಿ ನವೆಂಬರ್ 27ರಂದ ಮಳೆಯಾಗುವ ಸಾಧ್ಯತೆ ಇದೆ. ಪ್ರಮುಖವಾಗಿ ಚಿಕ್ಕಬಳ್ಳಾಪುರ, ಬೆಂಗಳೂರು ಗ್ರಾಮಾಂತರ, ಬೆಂಗಳೂರು ನಗರ, ಚಾಮರಾಜನಗರ, ಕೊಡಗು, ಕೋಲಾರ, ಮಂಡ್ಯ, ಮೈಸೂರು, ರಾಮನಗರ, ತುಮಕೂರು ಜಿಲ್ಲೆಗಳಲ್ಲಿ ಮಳೆಯಾಗಲಿದೆ ಎಂದು ಹೇಳಲಾಗಿದೆ. ಎಚ್ಚರಿಕೆಯಾಗಿ ಜಾಗತಿಕ ಮುನ್ಸೂಚನೆ ವ್ಯವಸ್ಥೆ ಹವಾಮಾನ ವ್ಯವಸ್ಥೆಯೂ ಇದ್ದರೂ, ನವೆಂಬರ್ 29 ರಂದು ಬೆಂಗಳೂರಿನ ಮಳೆ ನೀರನ್ನು ಹವಾಮಾನ ಇಲಾಖೆ ತಿಳಿಸಿದೆ. ಈ ಸಂದರ್ಭದಲ್ಲಿ ಬೆಂಗಳೂರಿನಲ್ಲಿ ಮಳೆಯಾಗುವ ಸಾಧ್ಯತೆ ಇದೆ. ಅಂತೆಯೇ ದಕ್ಷಿಣ ಕನ್ನಡ ಜಿಲ್ಲೆಗಳ ಉದ್ದಕ್ಕೂ ಮಳೆ ಮುಂದುವರಿಯುವ ಸಾಧ್ಯತೆ. GFS ಮುನ್ಸೂಚನೆ ಮಾದರಿಗಳಲ್ಲಿ ಕಾಣಬರುವಂತೆ ನವೆಂಬರ್ 29 ಮತ್ತು 30 ರಂದು ಬೆಂಗಳೂರು, ಚಿಕ್ಕಮಗಳೂರು, ಉಡುಪಿ ಮತ್ತು ದಕ್ಷಿಣ ಕನ್ನಡ ಜಿಲ್ಲೆಗಳಲ್ಲಿ ಮಳೆಯಾಗುವ ಸಾಧ್ಯತೆ ಇದೆ. xyxy=(600,272,758,529)
